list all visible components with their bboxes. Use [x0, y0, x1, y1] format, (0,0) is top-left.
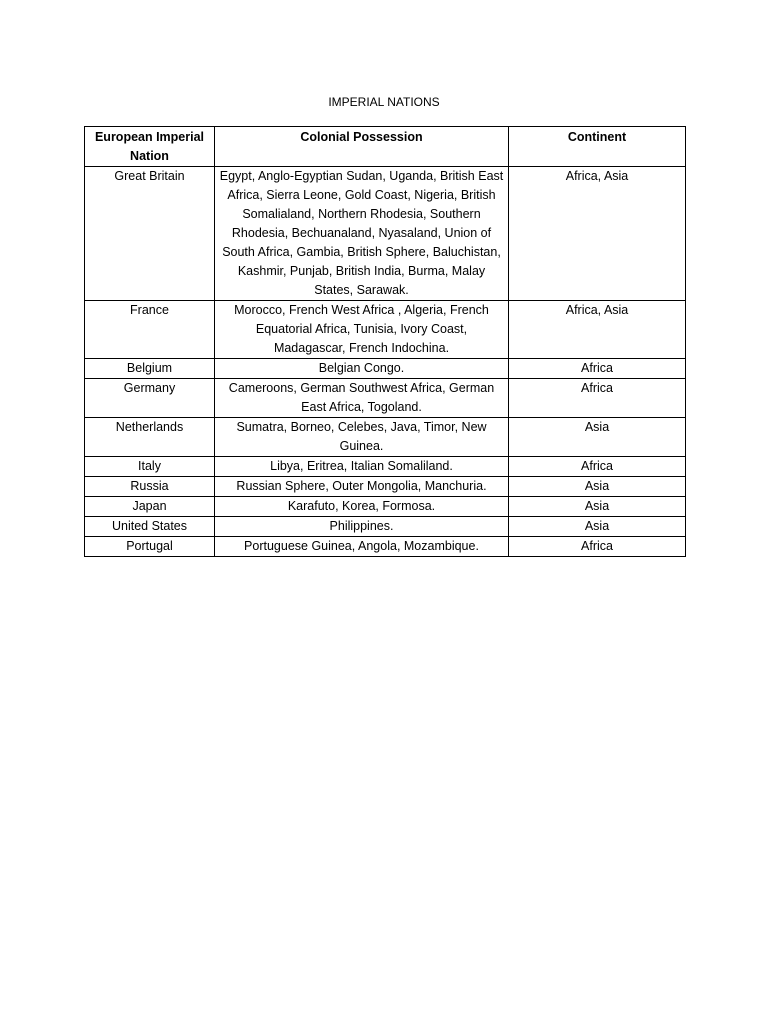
cell-nation: Great Britain [85, 167, 215, 301]
table-row [85, 457, 686, 477]
cell-continent: Asia [509, 477, 686, 497]
cell-nation: Netherlands [85, 418, 215, 457]
cell-continent: Africa [509, 379, 686, 418]
table-row [85, 301, 686, 359]
cell-continent: Asia [509, 497, 686, 517]
cell-possession: Belgian Congo. [215, 359, 509, 379]
cell-continent: Africa, Asia [509, 301, 686, 359]
cell-continent: Africa [509, 537, 686, 557]
cell-possession: Portuguese Guinea, Angola, Mozambique. [215, 537, 509, 557]
header-possession: Colonial Possession [215, 127, 509, 167]
table-row [85, 418, 686, 457]
cell-continent: Africa, Asia [509, 167, 686, 301]
cell-nation: Italy [85, 457, 215, 477]
cell-nation: Russia [85, 477, 215, 497]
cell-continent: Asia [509, 418, 686, 457]
cell-nation: Japan [85, 497, 215, 517]
cell-possession: Egypt, Anglo-Egyptian Sudan, Uganda, British East Africa, Sierra Leone, Gold Coast, Nigeria, British Somalialand, Northern Rhodesia, Southern Rhodesia, Bechuanaland, Nyasaland, Union of South Africa, Gambia, British Sphere, Baluchistan, Kashmir, Punjab, British India, Burma, Malay States, Sarawak. [215, 167, 509, 301]
cell-continent: Africa [509, 359, 686, 379]
cell-nation: Belgium [85, 359, 215, 379]
cell-possession: Sumatra, Borneo, Celebes, Java, Timor, New Guinea. [215, 418, 509, 457]
header-nation: European Imperial Nation [85, 127, 215, 167]
document-title: IMPERIAL NATIONS [328, 95, 440, 109]
cell-possession: Morocco, French West Africa , Algeria, French Equatorial Africa, Tunisia, Ivory Coast, Madagascar, French Indochina. [215, 301, 509, 359]
cell-continent: Africa [509, 457, 686, 477]
table-header-row [85, 127, 686, 167]
table-row [85, 167, 686, 301]
table-row [85, 517, 686, 537]
cell-continent: Asia [509, 517, 686, 537]
cell-possession: Karafuto, Korea, Formosa. [215, 497, 509, 517]
table-row [85, 537, 686, 557]
table-row [85, 379, 686, 418]
cell-nation: United States [85, 517, 215, 537]
header-continent: Continent [509, 127, 686, 167]
cell-possession: Cameroons, German Southwest Africa, German East Africa, Togoland. [215, 379, 509, 418]
cell-nation: Portugal [85, 537, 215, 557]
table-row [85, 497, 686, 517]
imperial-nations-table [84, 126, 686, 557]
cell-nation: France [85, 301, 215, 359]
cell-possession: Libya, Eritrea, Italian Somaliland. [215, 457, 509, 477]
cell-nation: Germany [85, 379, 215, 418]
cell-possession: Philippines. [215, 517, 509, 537]
table-row [85, 477, 686, 497]
cell-possession: Russian Sphere, Outer Mongolia, Manchuria. [215, 477, 509, 497]
table-row [85, 359, 686, 379]
